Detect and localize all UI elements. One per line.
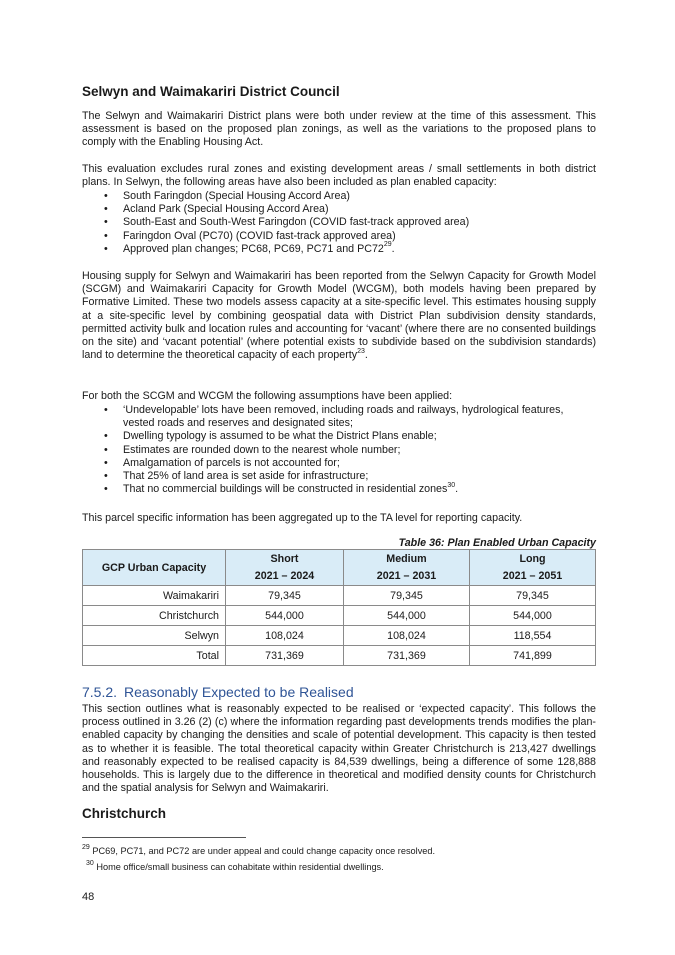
- table-cell: 544,000: [226, 606, 344, 626]
- bullet-icon: •: [104, 190, 108, 202]
- expected-capacity-paragraph: This section outlines what is reasonably expected to be realised or ‘expected capacity’. This follows the process outlined in 3.26 (2) (c) where the information regarding past developments trends modifies the plan-enabled capacity by changing the densities and scale of potential development. This capacity is then tested as to whether it is feasible. The total theoretical capacity within Greater Christchurch is 213,427 dwellings and reasonably expected to be realised capacity is 84,539 dwellings, being a difference of some 128,888 households. This is largely due to the difference in theoretical and modified density counts for Christchurch and the spatial analysis for Selwyn and Waimakariri.: [82, 703, 596, 795]
- column-header: Medium 2021 – 2031: [344, 550, 470, 586]
- footnote-ref: 30: [447, 481, 456, 489]
- capacity-table: [82, 549, 596, 666]
- table-cell: 79,345: [226, 586, 344, 606]
- aggregation-paragraph: This parcel specific information has been aggregated up to the TA level for reporting capacity.: [82, 512, 523, 524]
- table-cell: 544,000: [344, 606, 470, 626]
- table-cell: 79,345: [344, 586, 470, 606]
- christchurch-heading: Christchurch: [82, 806, 167, 821]
- page-number: 48: [82, 891, 95, 903]
- intro-paragraph: The Selwyn and Waimakariri District plans were both under review at the time of this assessment. This assessment is based on the proposed plan zonings, as well as the variations to the proposed plans to comply with the Enabling Housing Act.: [82, 110, 596, 149]
- selwyn-areas-list: [82, 190, 596, 256]
- bullet-icon: •: [104, 456, 108, 469]
- list-item: • That no commercial buildings will be constructed in residential zones$^{30}$.: [104, 481, 459, 496]
- footnote-divider: [82, 837, 246, 838]
- row-label: Waimakariri: [83, 586, 226, 606]
- subsection-heading: 7.5.2. Reasonably Expected to be Realised: [82, 684, 354, 700]
- list-item: • South Faringdon (Special Housing Accord Area): [104, 190, 350, 202]
- table-cell: 79,345: [470, 586, 596, 606]
- list-item: • South-East and South-West Faringdon (COVID fast-track approved area): [104, 216, 470, 229]
- footnote: $^{30}$ Home office/small business can cohabitate within residential dwellings.: [86, 859, 384, 872]
- bullet-icon: •: [104, 242, 108, 255]
- list-item: • Acland Park (Special Housing Accord Area): [104, 203, 329, 216]
- exclusion-paragraph: This evaluation excludes rural zones and existing development areas / small settlements in both district plans. In Selwyn, the following areas have also been included as plan enabled capacity:: [82, 163, 596, 189]
- list-item: • Dwelling typology is assumed to be what the District Plans enable;: [104, 430, 437, 443]
- column-header: GCP Urban Capacity: [83, 550, 226, 586]
- footnote: $^{29}$ PC69, PC71, and PC72 are under appeal and could change capacity once resolved.: [82, 843, 436, 856]
- bullet-icon: •: [104, 443, 108, 456]
- table-row: [83, 626, 596, 646]
- list-item: • That 25% of land area is set aside for infrastructure;: [104, 470, 369, 483]
- list-item: • Faringdon Oval (PC70) (COVID fast-track approved area): [104, 229, 396, 242]
- assumptions-list: [82, 404, 588, 496]
- bullet-icon: •: [104, 483, 108, 496]
- table-row: [83, 646, 596, 666]
- table-row: [83, 606, 596, 626]
- table-row: [83, 586, 596, 606]
- row-label: Selwyn: [83, 626, 226, 646]
- table-cell: 731,369: [344, 646, 470, 666]
- table-header-row: [83, 550, 596, 586]
- row-label: Total: [83, 646, 226, 666]
- table-cell: 544,000: [470, 606, 596, 626]
- row-label: Christchurch: [83, 606, 226, 626]
- bullet-icon: •: [104, 203, 108, 216]
- column-header: Long 2021 – 2051: [470, 550, 596, 586]
- section-heading: Selwyn and Waimakariri District Council: [82, 84, 340, 99]
- table-cell: 108,024: [226, 626, 344, 646]
- table-cell: 118,554: [470, 626, 596, 646]
- footnote-ref: 23: [357, 347, 365, 355]
- table-caption: Table 36: Plan Enabled Urban Capacity: [398, 537, 596, 549]
- housing-supply-paragraph: Housing supply for Selwyn and Waimakariri has been reported from the Selwyn Capacity for Growth Model (SCGM) and Waimakariri Capacity for Growth Model (WCGM), both models having been prepared by Formative Limited. These two models assess capacity at a site-specific level. This estimates housing supply at a site-specific level by combining geospatial data with District Plan subdivision density standards, permitted activity bulk and location rules and accounting for ‘vacant’ (where there are no consented buildings on the site) and ‘vacant potential’ (where potential exists to subdivide based on the subdivision standards) land to determine the theoretical capacity of each property$^{23}$.: [82, 270, 596, 362]
- column-header: Short 2021 – 2024: [226, 550, 344, 586]
- list-item: • Estimates are rounded down to the nearest whole number;: [104, 443, 401, 456]
- bullet-icon: •: [104, 430, 108, 443]
- list-item: • Approved plan changes; PC68, PC69, PC71 and $PC72^{29}$.: [104, 241, 395, 255]
- assumptions-intro: For both the SCGM and WCGM the following assumptions have been applied:: [82, 390, 453, 402]
- list-item: • ‘Undevelopable’ lots have been removed, including roads and railways, hydrological features, vested roads and reserves and designated sites;: [104, 404, 564, 430]
- bullet-icon: •: [104, 404, 108, 416]
- table-cell: 108,024: [344, 626, 470, 646]
- table-cell: 731,369: [226, 646, 344, 666]
- bullet-icon: •: [104, 470, 108, 483]
- bullet-icon: •: [104, 229, 108, 242]
- footnote-ref: 29: [383, 241, 392, 249]
- bullet-icon: •: [104, 216, 108, 229]
- list-item: • Amalgamation of parcels is not accounted for;: [104, 456, 340, 469]
- table-cell: 741,899: [470, 646, 596, 666]
